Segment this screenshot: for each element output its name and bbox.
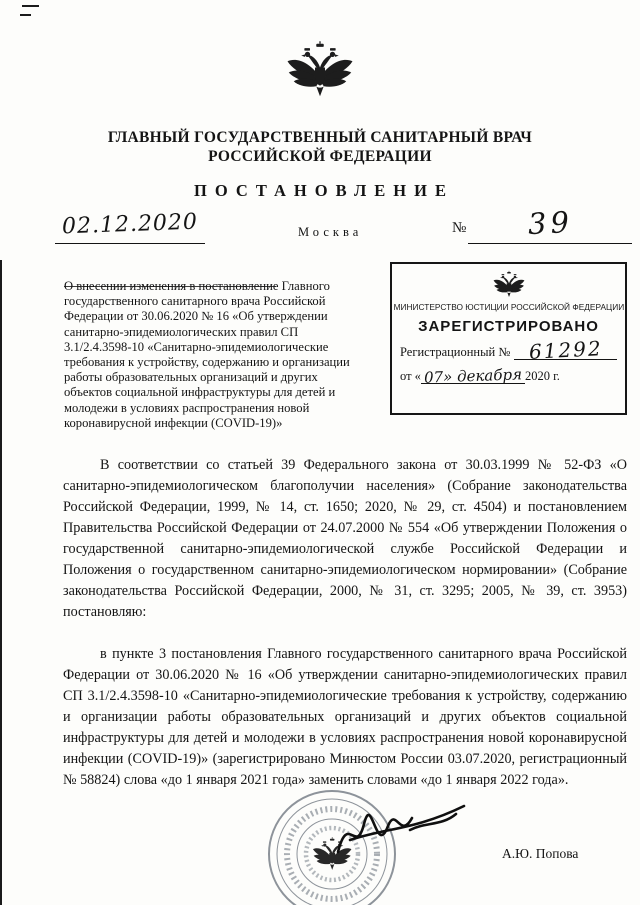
issuing-authority-line1: ГЛАВНЫЙ ГОСУДАРСТВЕННЫЙ САНИТАРНЫЙ ВРАЧ bbox=[107, 129, 533, 146]
ministry-name: МИНИСТЕРСТВО ЮСТИЦИИ РОССИЙСКОЙ ФЕДЕРАЦИИ bbox=[393, 302, 624, 312]
body-paragraph-1: В соответствии со статьей 39 Федерального закона от 30.03.1999 № 52-ФЗ «О санитарно-эпидемиологическом благополучии населения» (Собрание законодательства Российской Федерации, 1999, № 14, ст. 1650; 2020, № 29, ст. 4504) и постановлением Правительства Российской Федерации от 24.07.2000 № 554 «Об утверждении Положения о государственной санитарно-эпидемиологической службе Российской Федерации и Положения о государственном санитарно-эпидемиологическом нормировании» (Собрание законодательства Российской Федерации, 2000, № 31, ст. 3295; 2005, № 39, ст. 3953) постановляю: bbox=[63, 457, 627, 620]
handwritten-registration-number bbox=[514, 336, 617, 364]
issuing-authority-line2: РОССИЙСКОЙ ФЕДЕРАЦИИ bbox=[208, 148, 432, 165]
city-label: Москва bbox=[298, 225, 363, 239]
number-sign: № bbox=[452, 220, 467, 236]
date-number-row bbox=[55, 204, 633, 250]
issuing-authority bbox=[0, 128, 640, 166]
justice-ministry-registration-stamp bbox=[390, 262, 627, 415]
registration-number-label: Регистрационный № bbox=[400, 345, 511, 359]
scan-artifact-mark bbox=[20, 14, 31, 16]
registration-date-suffix: 2020 г. bbox=[524, 369, 560, 383]
registration-number-line bbox=[400, 336, 617, 364]
signer-name: А.Ю. Попова bbox=[502, 846, 579, 861]
handwritten-registration-date bbox=[421, 365, 525, 387]
registration-date-prefix: от « bbox=[400, 369, 421, 383]
document-body bbox=[63, 455, 627, 791]
scan-artifact-mark bbox=[22, 5, 39, 7]
registration-date-text: 07» декабря bbox=[423, 365, 523, 387]
signature-scribble bbox=[330, 798, 472, 870]
handwritten-date-text: 02.12.2020 bbox=[61, 209, 199, 240]
scan-edge-line bbox=[0, 260, 2, 905]
registration-number-text: 61292 bbox=[528, 336, 603, 364]
registered-label: ЗАРЕГИСТРИРОВАНО bbox=[418, 318, 599, 335]
handwritten-number-text: 39 bbox=[526, 204, 574, 242]
coat-of-arms-icon bbox=[280, 36, 360, 104]
document-subject: О внесении изменения в постановление Главного государственного санитарного врача Российской Федерации от 30.06.2020 № 16 «Об утверждении санитарно-эпидемиологических правил СП 3.1/2.4.3598-10 «Санитарно-эпидемиологические требования к устройству, содержанию и организации работы образовательных организаций и других объектов социальной инфраструктуры для детей и молодежи в условиях распространения новой коронавирусной инфекции (COVID-19)» bbox=[64, 279, 350, 430]
handwritten-date bbox=[55, 209, 205, 244]
registration-date-line bbox=[400, 365, 617, 387]
document-type-title: ПОСТАНОВЛЕНИЕ bbox=[194, 181, 454, 200]
body-paragraph-2: в пункте 3 постановления Главного государственного санитарного врача Российской Федерации от 30.06.2020 № 16 «Об утверждении санитарно-эпидемиологических правил СП 3.1/2.4.3598-10 «Санитарно-эпидемиологические требования к устройству, содержанию и организации работы образовательных организаций и других объектов социальной инфраструктуры для детей и молодежи в условиях распространения новой коронавирусной инфекции (COVID-19)» (зарегистрировано Минюстом России 03.07.2020, регистрационный № 58824) слова «до 1 января 2021 года» заменить словами «до 1 января 2022 года». bbox=[63, 646, 627, 788]
ministry-emblem-icon bbox=[490, 269, 528, 300]
handwritten-document-number bbox=[468, 206, 632, 244]
